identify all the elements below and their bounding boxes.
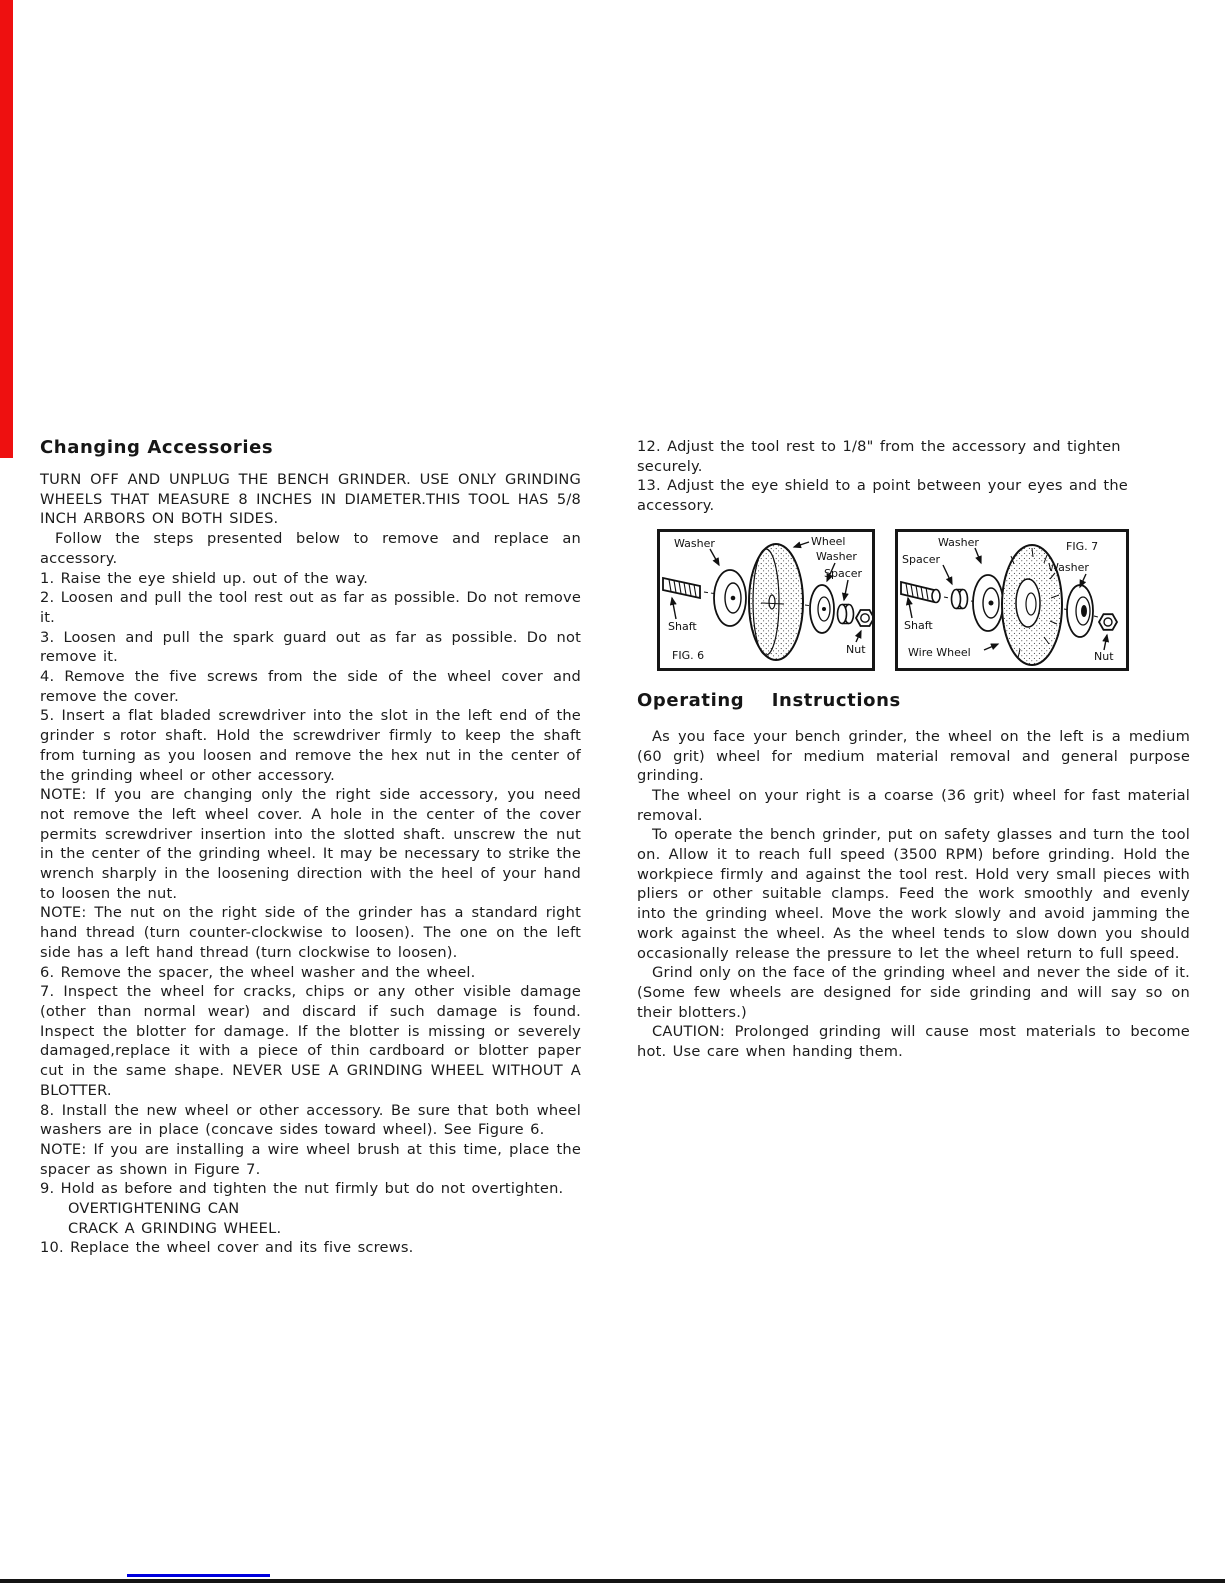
overtightening-line: OVERTIGHTENING CAN [68,1200,240,1218]
fig6-nut-label: Nut [846,642,866,656]
step-item-8: 8. Install the new wheel or other accessory. Be sure that both wheel washers are in place (concave sides toward wheel). See Figure 6. [40,1101,581,1139]
fig7-diagram [898,532,1126,668]
fig6-washer-right-label: Washer [816,549,857,563]
fig6-nut-graphic [856,610,872,626]
fig6-washer-right-graphic [810,585,834,633]
fig6-spacer-label: Spacer [824,566,863,580]
fig7-spacer-graphic [952,589,968,608]
step-item-9: 9. Hold as before and tighten the nut firmly but do not overtighten. [40,1180,564,1198]
note-thread: NOTE: The nut on the right side of the grinder has a standard right hand thread (turn counter-clockwise to loosen). The one on the left side has a left hand thread (turn clockwise to loosen). [40,904,581,961]
fig7-spacer-label: Spacer [902,552,941,566]
page-bottom-rule [0,1579,1225,1583]
step-item-1: 1. Raise the eye shield up. out of the way. [40,569,369,587]
fig7-nut-label: Nut [1094,649,1114,663]
fig7-washer-right-graphic [1067,585,1093,637]
op-paragraph-2: The wheel on your right is a coarse (36 grit) wheel for fast material removal. [637,786,1190,824]
step-item-3: 3. Loosen and pull the spark guard out as far as possible. Do not remove it. [40,628,581,666]
fig7-washer-left-graphic [973,575,1003,631]
fig7-nut-graphic [1099,614,1117,630]
right-column [637,437,1190,1062]
fig7-caption: FIG. 7 [1066,539,1099,553]
fig6-washer-left-graphic [714,570,746,626]
op-paragraph-4: Grind only on the face of the grinding wheel and never the side of it. (Some few wheels are designed for side grinding and will say so on their blotters.) [637,964,1190,1021]
step-item-7: 7. Inspect the wheel for cracks, chips or any other visible damage (other than normal wear) and discard if such damage is found. Inspect the blotter for damage. If the blotter is missing or severely damaged,replace it with a piece of thin cardboard or blotter paper cut in the same shape. NEVER USE A GRINDING WHEEL WITHOUT A BLOTTER. [40,983,581,1099]
step-item-2: 2. Loosen and pull the tool rest out as far as possible. Do not remove it. [40,589,581,626]
operating-instructions-heading: Operating Instructions [637,689,901,711]
fig6-washer-left-label: Washer [674,536,715,550]
note-right-side: NOTE: If you are changing only the right side accessory, you need not remove the left wheel cover. A hole in the center of the cover permits screwdriver insertion into the slotted shaft. unscrew the nut in the center of the grinding wheel. It may be necessary to strike the wrench sharply in the loosening direction with the heel of your hand to loosen the nut. [40,786,581,902]
fig7-washer-left-label: Washer [938,535,979,549]
op-paragraph-5: CAUTION: Prolonged grinding will cause most materials to become hot. Use care when handing them. [637,1023,1190,1061]
fig7-washer-right-label: Washer [1048,560,1089,574]
step-item-6: 6. Remove the spacer, the wheel washer and the wheel. [40,963,476,981]
step-item-5: 5. Insert a flat bladed screwdriver into the slot in the left end of the grinder s rotor shaft. Hold the screwdriver firmly to keep the shaft from turning as you loosen and remove the hex nut in the center of the grinding wheel or other accessory. [40,707,581,784]
fig6-shaft-label: Shaft [668,619,697,633]
fig6-wheel-graphic [749,544,803,660]
fig6-spacer-graphic [838,604,854,623]
fig7-box [895,529,1129,671]
paragraph-follow-steps: Follow the steps presented below to remove and replace an accessory. [40,530,581,567]
crack-wheel-line: CRACK A GRINDING WHEEL. [68,1219,282,1237]
note-wire-wheel: NOTE: If you are installing a wire wheel brush at this time, place the spacer as shown in Figure 7. [40,1140,581,1178]
figures-row [657,529,1190,671]
step-item-12: 12. Adjust the tool rest to 1/8" from the accessory and tighten securely. [637,438,1121,475]
step-item-4: 4. Remove the five screws from the side of the wheel cover and remove the cover. [40,668,581,705]
red-edge-strip [0,0,13,458]
changing-accessories-heading: Changing Accessories [40,437,274,458]
link-underline[interactable] [127,1574,270,1577]
paragraph-warning: TURN OFF AND UNPLUG THE BENCH GRINDER. USE ONLY GRINDING WHEELS THAT MEASURE 8 INCHES IN DIAMETER.THIS TOOL HAS 5/8 INCH ARBORS ON BOTH SIDES. [40,471,581,528]
step-item-10: 10. Replace the wheel cover and its five screws. [40,1239,414,1257]
fig7-shaft-graphic [901,582,940,603]
op-paragraph-3: To operate the bench grinder, put on safety glasses and turn the tool on. Allow it to reach full speed (3500 RPM) before grinding. Hold the workpiece firmly and against the tool rest. Hold very small pieces with pliers or other suitable clamps. Feed the work smoothly and evenly into the grinding wheel. Move the work slowly and avoid jamming the work against the wheel. As the wheel tends to slow down you should occasionally release the pressure to let the wheel return to full speed. [637,826,1190,962]
fig6-caption: FIG. 6 [672,648,705,662]
fig7-wire-wheel-label: Wire Wheel [908,645,971,659]
fig6-box [657,529,875,671]
fig6-shaft-graphic [663,578,700,598]
fig6-diagram [660,532,872,668]
fig7-shaft-label: Shaft [904,618,933,632]
op-paragraph-1: As you face your bench grinder, the wheel on the left is a medium (60 grit) wheel for medium material removal and general purpose grinding. [637,727,1190,785]
step-item-13: 13. Adjust the eye shield to a point between your eyes and the accessory. [637,477,1128,515]
fig6-wheel-label: Wheel [811,534,846,548]
left-column [40,437,581,1258]
